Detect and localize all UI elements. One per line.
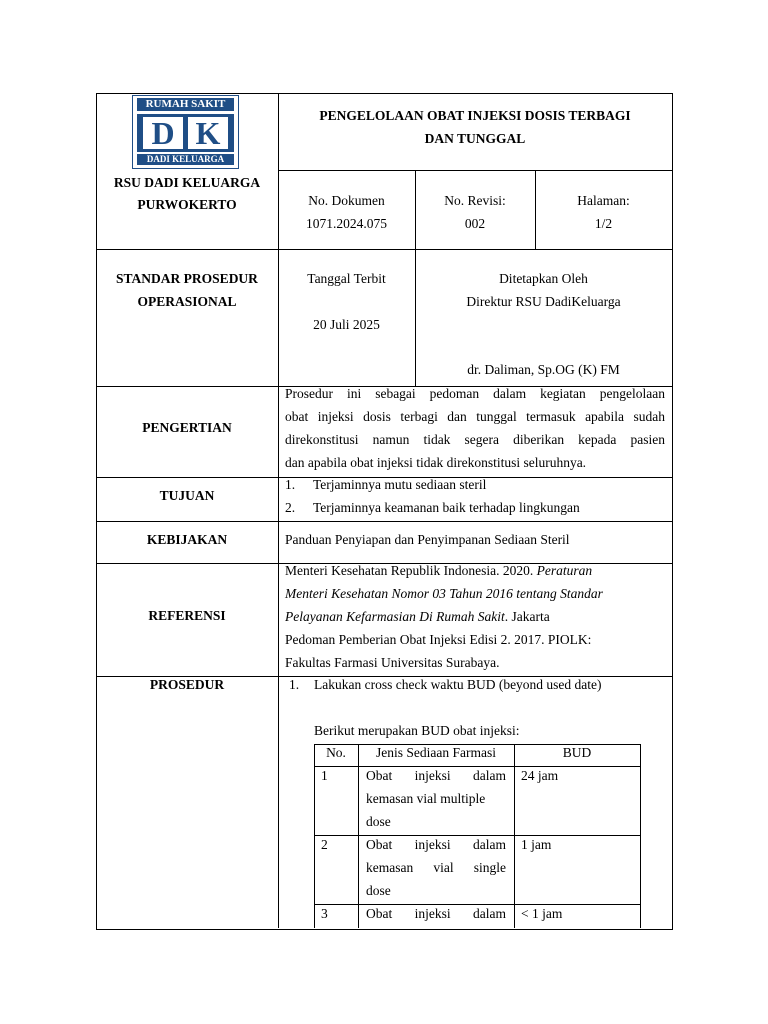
pengertian-line: obat injeksi dosis terbagi dan tunggal termasuk apabila sudah	[285, 409, 665, 424]
kebijakan-text: Panduan Penyiapan dan Penyimpanan Sediaan Steril	[285, 532, 570, 547]
sop-document	[96, 93, 673, 930]
table-header-no: No.	[326, 745, 346, 760]
doc-number-value: 1071.2024.075	[306, 216, 387, 231]
sop-label-line1: STANDAR PROSEDUR	[116, 271, 258, 286]
table-cell-jenis: Obat injeksi dalam	[366, 837, 506, 852]
pengertian-line: dan apabila obat injeksi tidak direkonstitusi seluruhnya.	[285, 455, 587, 470]
table-cell-bud: 24 jam	[521, 768, 559, 783]
referensi-line: Pedoman Pemberian Obat Injeksi Edisi 2. 2017. PIOLK:	[285, 632, 592, 647]
referensi-label: REFERENSI	[148, 608, 226, 623]
table-cell-jenis: Obat injeksi dalam	[366, 906, 506, 921]
logo-letters	[137, 114, 234, 152]
pengertian-label: PENGERTIAN	[142, 420, 232, 435]
table-cell-jenis: dose	[366, 814, 391, 829]
director-title: Direktur RSU DadiKeluarga	[466, 294, 621, 309]
revision-label: No. Revisi:	[444, 193, 506, 208]
prosedur-label: PROSEDUR	[149, 677, 225, 692]
table-cell-no: 3	[321, 906, 328, 921]
page-value: 1/2	[594, 216, 613, 231]
tujuan-label: TUJUAN	[159, 488, 215, 503]
referensi-line	[285, 606, 550, 628]
referensi-italic: Menteri Kesehatan Nomor 03 Tahun 2016 tentang Standar	[285, 586, 603, 601]
referensi-line	[285, 560, 592, 582]
referensi-line: Fakultas Farmasi Universitas Surabaya.	[285, 655, 500, 670]
table-cell-no: 1	[321, 768, 328, 783]
prosedur-step-number: 1.	[289, 677, 300, 692]
document-title-line2: DAN TUNGGAL	[424, 131, 526, 146]
table-cell-jenis: Obat injeksi dalam	[366, 768, 506, 783]
referensi-text: Menteri Kesehatan Republik Indonesia. 2020.	[285, 563, 537, 578]
divider	[278, 477, 279, 928]
hospital-city: PURWOKERTO	[137, 197, 237, 212]
document-title-line1: PENGELOLAAN OBAT INJEKSI DOSIS TERBAGI	[319, 108, 631, 123]
tujuan-item-text: Terjaminnya mutu sediaan steril	[313, 477, 487, 492]
signer-name: dr. Daliman, Sp.OG (K) FM	[467, 362, 620, 377]
table-line	[640, 744, 641, 928]
prosedur-step-text: Lakukan cross check waktu BUD (beyond used date)	[314, 677, 602, 692]
hospital-name: RSU DADI KELUARGA	[113, 175, 261, 190]
referensi-line	[285, 583, 603, 605]
referensi-italic: Pelayanan Kefarmasian Di Rumah Sakit	[285, 609, 505, 624]
prosedur-intro: Berikut merupakan BUD obat injeksi:	[314, 723, 520, 738]
logo-letter-k: K	[188, 117, 228, 149]
table-line	[314, 744, 315, 928]
tujuan-item-number: 2.	[285, 500, 296, 515]
logo-bottom-text: DADI KELUARGA	[137, 154, 234, 165]
kebijakan-label: KEBIJAKAN	[146, 532, 228, 547]
hospital-logo	[132, 95, 239, 169]
table-cell-jenis: dose	[366, 883, 391, 898]
sop-label-line2: OPERASIONAL	[137, 294, 237, 309]
revision-value: 002	[464, 216, 486, 231]
divider	[278, 170, 672, 171]
issued-date: 20 Juli 2025	[313, 317, 380, 332]
pengertian-line: direkonstitusi namun tidak segera diberikan kepada pasien	[285, 432, 665, 447]
issued-label: Tanggal Terbit	[307, 271, 386, 286]
table-cell-jenis: kemasan vial single	[366, 860, 506, 875]
tujuan-item-text: Terjaminnya keamanan baik terhadap lingkungan	[313, 500, 580, 515]
referensi-italic: Peraturan	[536, 563, 593, 578]
set-by-label: Ditetapkan Oleh	[499, 271, 588, 286]
divider	[96, 249, 672, 250]
logo-top-text: RUMAH SAKIT	[137, 98, 234, 111]
table-header-bud: BUD	[562, 745, 592, 760]
referensi-text: . Jakarta	[504, 609, 550, 624]
table-line	[514, 744, 515, 928]
table-cell-bud: 1 jam	[521, 837, 552, 852]
bud-table	[314, 744, 641, 928]
tujuan-item-number: 1.	[285, 477, 296, 492]
table-header-jenis: Jenis Sediaan Farmasi	[376, 745, 496, 760]
logo-letter-d: D	[143, 117, 183, 149]
pengertian-line: Prosedur ini sebagai pedoman dalam kegiatan pengelolaan	[285, 386, 665, 401]
table-cell-jenis: kemasan vial multiple	[366, 791, 486, 806]
page-label: Halaman:	[577, 193, 630, 208]
table-cell-no: 2	[321, 837, 328, 852]
divider	[96, 521, 672, 522]
table-cell-bud: < 1 jam	[521, 906, 563, 921]
table-line	[358, 744, 359, 928]
doc-number-label: No. Dokumen	[308, 193, 385, 208]
